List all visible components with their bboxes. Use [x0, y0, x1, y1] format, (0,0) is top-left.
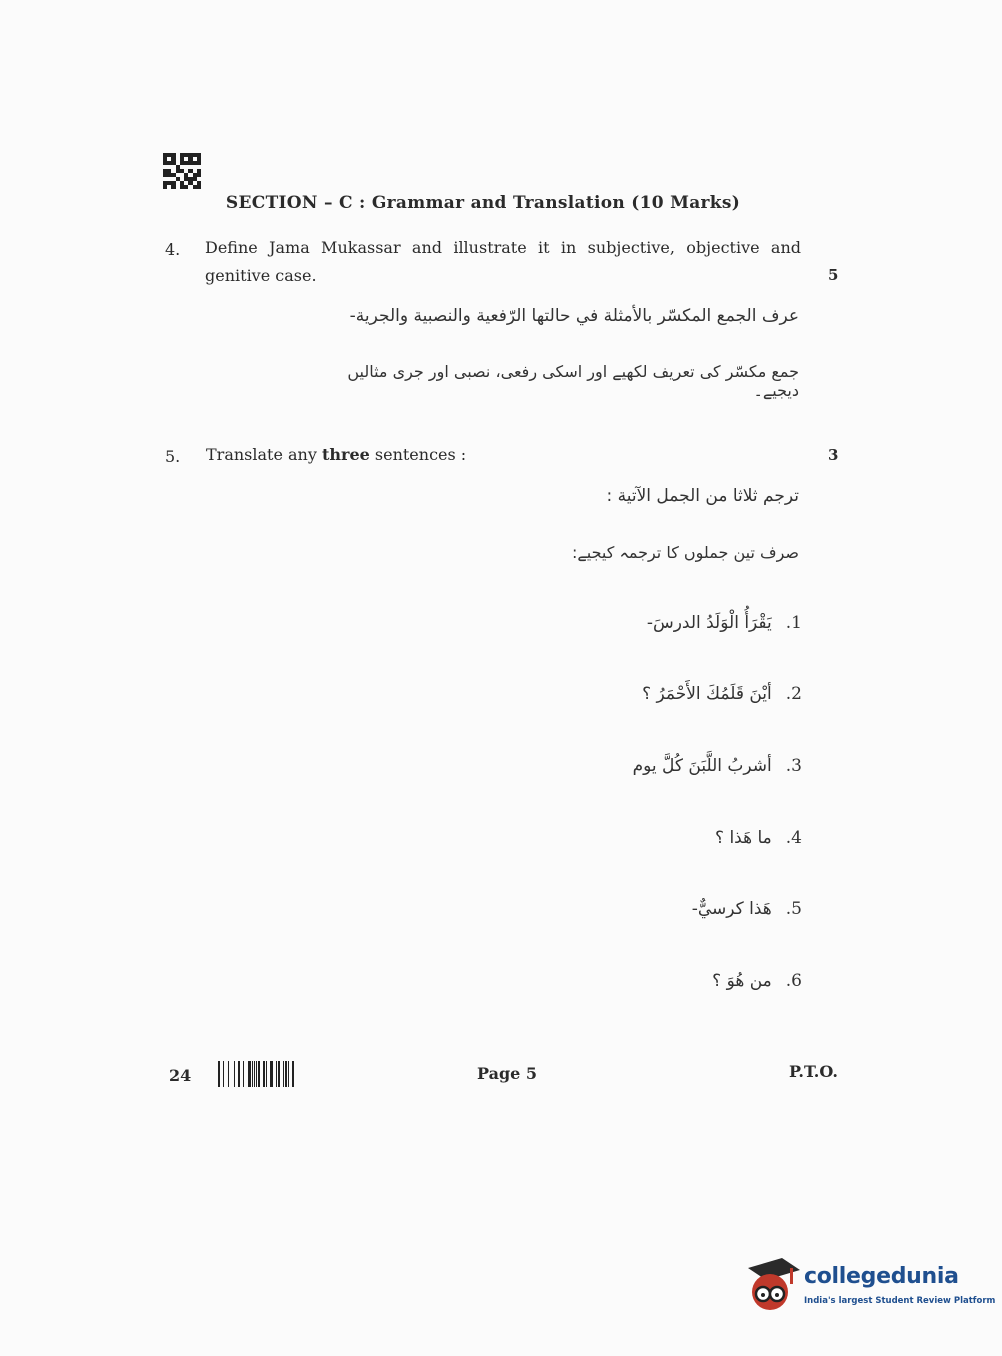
- q5-urdu-text: صرف تین جملوں کا ترجمہ کیجیے:: [572, 543, 799, 562]
- paper-code: 24: [169, 1066, 192, 1085]
- sentence-item: 2.أيْنَ قَلَمُكَ الأَحْمَرُ ؟: [642, 684, 802, 704]
- collegedunia-logo: [742, 1250, 996, 1320]
- logo-tagline: India's largest Student Review Platform: [804, 1296, 996, 1306]
- q4-text-line1: Define Jama Mukassar and illustrate it in subjective, objective and: [205, 238, 801, 257]
- sentence-item: 6.من هُوَ ؟: [712, 971, 802, 991]
- sentence-item: 5.هَذا كرسيٌّ-: [691, 899, 802, 919]
- logo-name: collegedunia: [804, 1264, 959, 1289]
- q4-marks: 5: [828, 266, 839, 284]
- barcode-icon: [218, 1061, 312, 1087]
- sentence-item: 1.يَقْرَأُ الْوَلَدُ الدرسَ-: [646, 613, 802, 633]
- q5-number: 5.: [165, 447, 181, 466]
- mascot-icon: [742, 1254, 802, 1314]
- sentence-item: 3.أشربُ اللَّبَنَ كُلَّ يوم: [632, 756, 802, 776]
- section-title: SECTION – C : Grammar and Translation (10 Marks): [225, 193, 741, 213]
- sentence-item: 4.ما هَذا ؟: [715, 828, 802, 848]
- q5-marks: 3: [828, 446, 839, 464]
- page-number: Page 5: [477, 1064, 538, 1083]
- q5-text: Translate any three sentences :: [206, 445, 467, 464]
- q4-text-line2: genitive case.: [205, 266, 317, 285]
- q4-number: 4.: [165, 240, 181, 259]
- q5-arabic-text: ترجم ثلاثا من الجمل الآتية :: [606, 486, 799, 506]
- q4-urdu-text: جمع مکسّر کی تعریف لکھیے اور اسکی رفعی، نصبی اور جری مثالیں دیجیے۔: [347, 362, 799, 400]
- q4-arabic-text: عرف الجمع المكسّر بالأمثلة في حالتها الرّفعية والنصبية والجرية-: [349, 306, 799, 326]
- pto-label: P.T.O.: [789, 1062, 838, 1081]
- qr-code-icon: [163, 153, 201, 189]
